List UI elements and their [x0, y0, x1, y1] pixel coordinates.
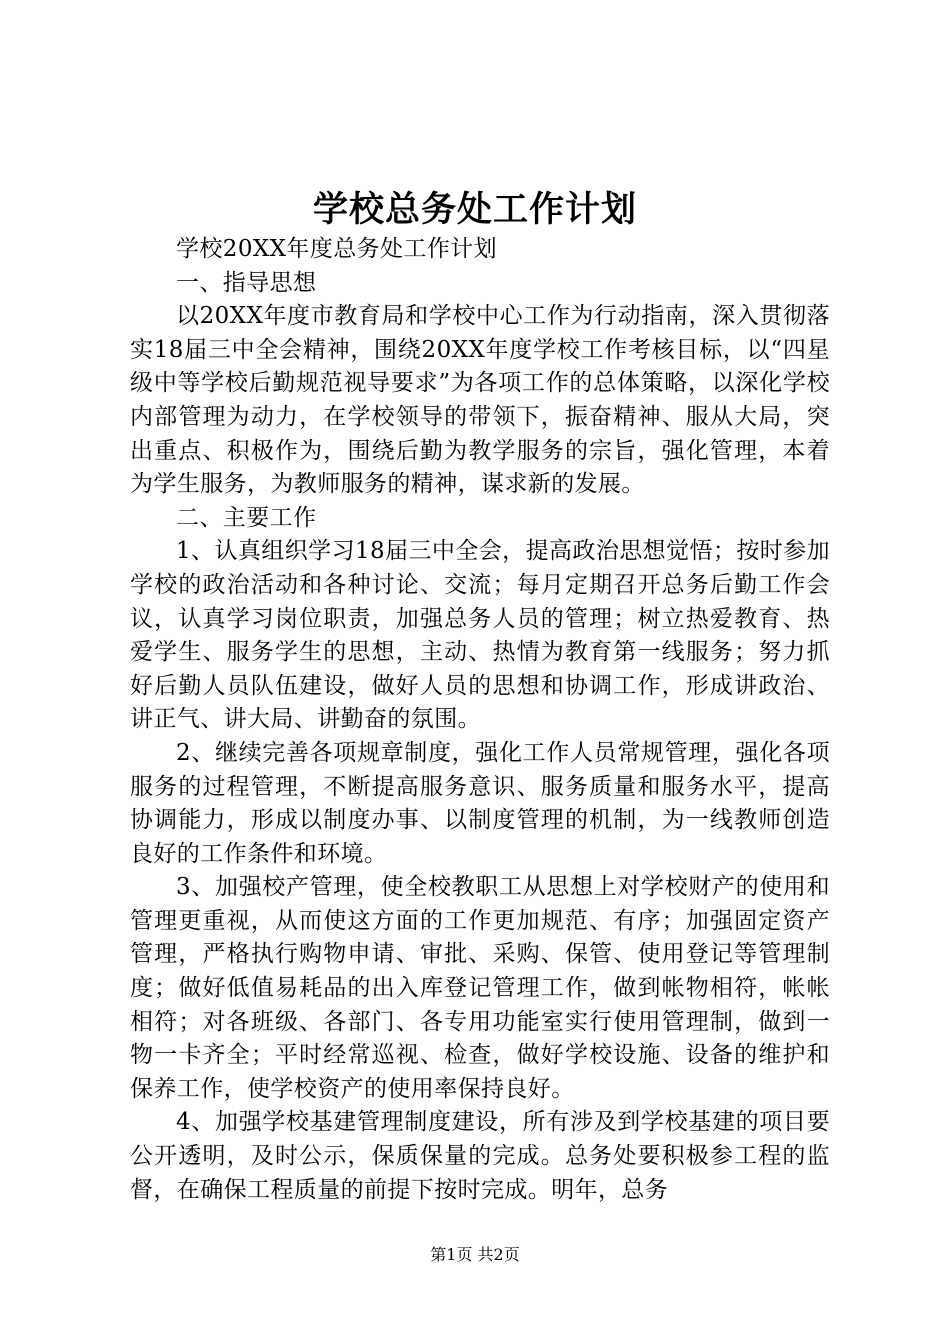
document-subtitle: 学校20XX年度总务处工作计划 [176, 236, 498, 262]
paragraph-item-1: 1、认真组织学习18届三中全会，提高政治思想觉悟；按时参加学校的政治活动和各种讨论、交流；每月定期召开总务后勤工作会议，认真学习岗位职责，加强总务人员的管理；树立热爱教育、热爱学生、服务学生的思想，主动、热情为教育第一线服务；努力抓好后勤人员队伍建设，做好人员的思想和协调工作，形成讲政治、讲正气、讲大局、讲勤奋的氛围。 [130, 538, 830, 733]
section-heading-main-work: 二、主要工作 [176, 504, 317, 531]
document-body [130, 233, 830, 1207]
document-title: 学校总务处工作计划 [312, 189, 637, 230]
paragraph-item-4: 4、加强学校基建管理制度建设，所有涉及到学校基建的项目要公开透明，及时公示，保质保量的完成。总务处要积极参工程的监督，在确保工程质量的前提下按时完成。明年，总务 [130, 1109, 830, 1203]
paragraph-item-2: 2、继续完善各项规章制度，强化工作人员常规管理，强化各项服务的过程管理，不断提高服务意识、服务质量和服务水平，提高协调能力，形成以制度办事、以制度管理的机制，为一线教师创造良好的工作条件和环境。 [130, 739, 830, 867]
paragraph-item-3: 3、加强校产管理，使全校教职工从思想上对学校财产的使用和管理更重视，从而使这方面的工作更加规范、有序；加强固定资产管理，严格执行购物申请、审批、采购、保管、使用登记等管理制度；做好低值易耗品的出入库登记管理工作，做到帐物相符，帐帐相符；对各班级、各部门、各专用功能室实行使用管理制，做到一物一卡齐全；平时经常巡视、检查，做好学校设施、设备的维护和保养工作，使学校资产的使用率保持良好。 [130, 874, 830, 1102]
section-heading-guiding-thought: 一、指导思想 [176, 269, 317, 296]
page-number: 第1页 共2页 [430, 1245, 520, 1264]
paragraph-guiding-thought: 以20XX年度市教育局和学校中心工作为行动指南，深入贯彻落实18届三中全会精神，围绕20XX年度学校工作考核目标，以“四星级中等学校后勤规范视导要求”为各项工作的总体策略，以深化学校内部管理为动力，在学校领导的带领下，振奋精神、服从大局，突出重点、积极作为，围绕后勤为教学服务的宗旨，强化管理，本着为学生服务，为教师服务的精神，谋求新的发展。 [130, 303, 830, 498]
